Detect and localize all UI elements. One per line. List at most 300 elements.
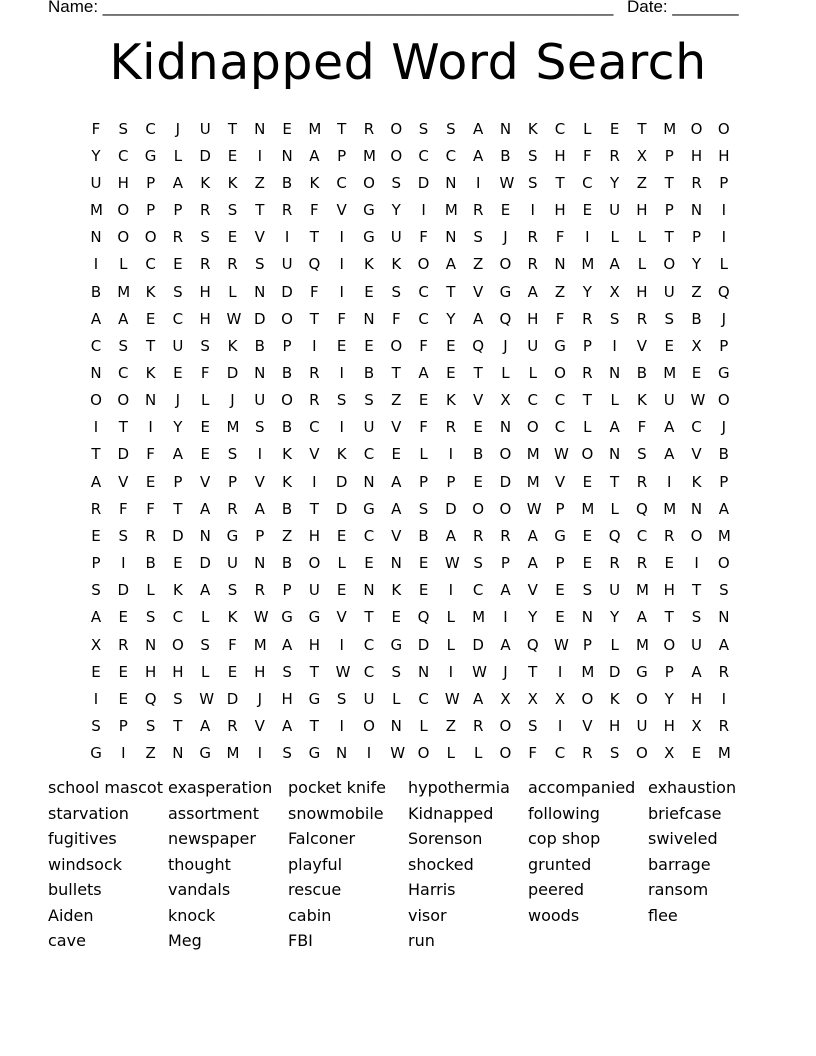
grid-letter: L [146, 581, 155, 600]
grid-letter: H [636, 201, 648, 220]
grid-letter: D [172, 526, 184, 545]
grid-letter: L [501, 363, 510, 382]
grid-letter: L [419, 445, 428, 464]
word-list-item: knock [168, 905, 216, 925]
grid-letter: K [282, 472, 292, 491]
grid-letter: I [475, 173, 481, 192]
grid-letter: G [226, 526, 239, 545]
grid-letter: O [499, 445, 512, 464]
grid-letter: R [90, 499, 102, 518]
grid-letter: N [199, 526, 211, 545]
grid-letter: L [610, 228, 619, 247]
grid-letter: A [718, 635, 729, 654]
grid-letter: L [610, 391, 619, 410]
grid-letter: K [227, 336, 238, 355]
grid-letter: R [172, 228, 184, 247]
grid-letter: S [282, 662, 292, 681]
grid-letter: E [364, 336, 374, 355]
grid-letter: Z [391, 391, 402, 410]
grid-letter: R [636, 309, 648, 328]
grid-letter: E [664, 336, 674, 355]
grid-letter: E [691, 363, 702, 382]
grid-letter: T [173, 717, 183, 736]
grid-letter: O [117, 391, 130, 410]
grid-letter: T [364, 608, 374, 627]
grid-cell [718, 631, 751, 658]
grid-letter: T [391, 363, 401, 382]
grid-letter: T [555, 173, 565, 192]
grid-letter: A [309, 146, 320, 165]
grid-letter: H [690, 689, 703, 708]
grid-letter: M [526, 445, 540, 464]
grid-letter: H [281, 689, 293, 708]
word-list-item: ransom [648, 880, 709, 899]
grid-letter: K [637, 391, 647, 410]
grid-letter: M [581, 662, 595, 681]
grid-letter: P [692, 228, 702, 247]
grid-letter: P [664, 146, 674, 165]
grid-letter: E [473, 418, 483, 437]
grid-letter: C [418, 309, 429, 328]
grid-letter: I [121, 554, 126, 573]
grid-letter: Z [281, 526, 293, 545]
grid-letter: F [310, 282, 319, 301]
grid-letter: I [694, 554, 699, 573]
grid-letter: B [636, 363, 648, 382]
grid-letter: S [473, 228, 483, 247]
grid-letter: S [336, 689, 347, 708]
grid-letter: T [582, 391, 592, 410]
grid-letter: T [309, 662, 319, 681]
grid-letter: I [448, 662, 454, 681]
grid-cell [717, 740, 751, 767]
grid-letter: T [309, 717, 319, 736]
grid-letter: B [254, 336, 265, 355]
grid-letter: W [444, 689, 460, 708]
grid-letter: W [444, 554, 460, 573]
grid-letter: I [721, 228, 727, 247]
grid-letter: L [446, 635, 456, 654]
grid-letter: S [173, 282, 183, 301]
grid-letter: P [255, 526, 265, 545]
grid-letter: W [199, 689, 215, 708]
grid-letter: S [91, 581, 101, 600]
grid-letter: H [718, 146, 730, 165]
grid-letter: U [199, 119, 211, 138]
grid-cell [718, 495, 751, 522]
grid-letter: E [555, 608, 565, 627]
grid-letter: P [719, 173, 729, 192]
grid-letter: K [227, 173, 238, 192]
grid-letter: O [554, 363, 566, 382]
grid-letter: L [201, 391, 210, 410]
grid-letter: K [336, 445, 347, 464]
grid-letter: J [257, 689, 262, 708]
grid-letter: E [145, 472, 156, 491]
word-list-item: exasperation [168, 778, 273, 797]
grid-letter: R [609, 146, 620, 165]
grid-letter: L [473, 744, 483, 763]
word-list-item: Harris [408, 880, 456, 899]
grid-letter: T [227, 119, 238, 138]
grid-letter: M [90, 201, 103, 220]
grid-letter: E [391, 608, 401, 627]
grid-letter: P [173, 201, 183, 220]
grid-letter: S [527, 717, 538, 736]
grid-letter: F [555, 309, 565, 328]
grid-letter: I [503, 608, 508, 627]
grid-letter: U [609, 201, 621, 220]
grid-letter: S [637, 445, 647, 464]
grid-letter: S [391, 662, 402, 681]
grid-letter: C [418, 146, 429, 165]
grid-letter: W [526, 499, 542, 518]
grid-letter: B [281, 499, 293, 518]
grid-letter: A [473, 119, 484, 138]
grid-letter: A [664, 445, 675, 464]
grid-letter: L [392, 689, 401, 708]
grid-letter: V [582, 717, 593, 736]
grid-letter: C [309, 418, 320, 437]
grid-letter: W [335, 662, 351, 681]
grid-letter: O [144, 228, 157, 247]
grid-letter: U [226, 554, 238, 573]
grid-letter: U [90, 173, 102, 192]
grid-letter: G [308, 744, 321, 763]
grid-letter: F [91, 119, 101, 138]
date-field-label[interactable]: Date: _______ [627, 0, 739, 16]
grid-letter: O [581, 689, 594, 708]
grid-letter: C [418, 282, 429, 301]
grid-cell [718, 359, 751, 386]
grid-letter: U [609, 581, 621, 600]
grid-letter: D [281, 282, 293, 301]
grid-letter: N [363, 581, 375, 600]
grid-letter: O [390, 119, 403, 138]
grid-letter: A [90, 472, 102, 491]
grid-letter: C [636, 526, 648, 545]
grid-letter: A [90, 608, 102, 627]
grid-letter: L [446, 744, 456, 763]
grid-letter: J [175, 391, 181, 410]
grid-letter: U [308, 581, 320, 600]
word-list-item: following [528, 803, 600, 823]
grid-letter: E [336, 526, 347, 545]
grid-letter: A [118, 309, 129, 328]
grid-letter: C [172, 309, 184, 328]
word-list-item: pocket knife [288, 778, 386, 797]
grid-letter: D [254, 309, 266, 328]
grid-letter: I [721, 689, 727, 708]
grid-letter: F [228, 635, 237, 654]
word-list-item: FBI [288, 931, 313, 950]
grid-letter: N [390, 717, 402, 736]
grid-letter: S [145, 717, 156, 736]
grid-letter: T [91, 445, 101, 464]
grid-letter: I [557, 717, 563, 736]
grid-letter: A [200, 581, 211, 600]
grid-letter: E [364, 282, 374, 301]
grid-cell [721, 305, 751, 332]
grid-letter: E [118, 608, 129, 627]
grid-letter: I [339, 228, 344, 247]
grid-letter: H [144, 662, 157, 681]
grid-letter: Q [717, 282, 730, 301]
word-list-item: playful [288, 854, 343, 874]
word-list-item: visor [408, 905, 447, 925]
grid-letter: L [637, 228, 647, 247]
grid-letter: L [583, 119, 592, 138]
grid-letter: S [200, 635, 210, 654]
grid-letter: S [255, 418, 265, 437]
grid-letter: W [253, 608, 269, 627]
grid-letter: R [145, 526, 156, 545]
grid-letter: P [582, 336, 592, 355]
grid-letter: P [555, 499, 565, 518]
grid-letter: Y [691, 255, 702, 274]
grid-letter: I [612, 336, 617, 355]
grid-letter: K [282, 445, 292, 464]
grid-letter: A [172, 445, 184, 464]
grid-letter: V [391, 526, 402, 545]
grid-letter: B [418, 526, 429, 545]
grid-letter: T [637, 119, 647, 138]
grid-letter: S [91, 717, 101, 736]
grid-letter: G [718, 363, 730, 382]
grid-letter: W [226, 309, 242, 328]
grid-letter: R [582, 363, 593, 382]
grid-letter: U [663, 282, 675, 301]
grid-letter: H [308, 526, 321, 545]
grid-letter: A [609, 255, 620, 274]
grid-letter: O [390, 336, 403, 355]
word-list-item: barrage [648, 854, 711, 874]
grid-letter: A [664, 418, 675, 437]
grid-letter: M [526, 472, 540, 491]
grid-letter: B [691, 309, 702, 328]
grid-letter: S [418, 119, 429, 138]
grid-letter: W [390, 744, 406, 763]
grid-letter: B [90, 282, 102, 301]
grid-letter: H [254, 662, 266, 681]
grid-letter: U [663, 391, 675, 410]
word-list-item: Meg [168, 931, 202, 950]
grid-letter: S [364, 391, 374, 410]
grid-letter: K [609, 689, 620, 708]
grid-letter: A [254, 499, 265, 518]
word-list-item: swiveled [648, 829, 718, 848]
grid-letter: C [418, 689, 429, 708]
grid-letter: E [200, 418, 210, 437]
grid-letter: S [173, 689, 183, 708]
grid-letter: V [254, 228, 265, 247]
grid-letter: N [554, 255, 566, 274]
grid-letter: A [281, 717, 293, 736]
grid-letter: S [609, 744, 620, 763]
grid-letter: D [472, 635, 484, 654]
grid-letter: G [90, 744, 102, 763]
grid-letter: Y [446, 309, 456, 328]
grid-letter: O [636, 744, 648, 763]
grid-letter: A [609, 418, 620, 437]
grid-letter: M [362, 146, 376, 165]
grid-letter: L [201, 662, 210, 681]
grid-letter: P [282, 581, 292, 600]
grid-letter: H [308, 635, 321, 654]
grid-letter: O [499, 499, 512, 518]
grid-letter: R [582, 744, 593, 763]
grid-letter: O [117, 201, 130, 220]
grid-letter: N [90, 363, 102, 382]
grid-letter: N [363, 472, 375, 491]
word-list-item: school mascot [48, 778, 163, 797]
word-list-item: starvation [48, 803, 129, 823]
grid-cell [717, 278, 751, 305]
grid-letter: S [691, 608, 702, 627]
grid-letter: A [200, 717, 211, 736]
grid-letter: M [717, 744, 731, 763]
grid-letter: C [118, 363, 129, 382]
grid-letter: P [282, 336, 292, 355]
grid-letter: R [309, 391, 320, 410]
grid-letter: D [117, 581, 130, 600]
grid-letter: I [93, 255, 99, 274]
grid-letter: O [717, 119, 730, 138]
grid-letter: Y [582, 282, 592, 301]
grid-cell [719, 169, 751, 196]
word-list [48, 778, 768, 957]
word-list-item: peered [528, 880, 585, 899]
grid-letter: O [581, 445, 594, 464]
grid-letter: V [254, 472, 265, 491]
grid-letter: C [445, 146, 457, 165]
grid-cell [717, 115, 751, 142]
grid-letter: V [473, 282, 484, 301]
grid-letter: Y [528, 608, 538, 627]
grid-letter: K [364, 255, 374, 274]
grid-cell [718, 142, 751, 169]
grid-letter: P [173, 472, 183, 491]
grid-letter: Q [417, 608, 430, 627]
grid-letter: W [499, 173, 515, 192]
letter-grid [90, 115, 751, 767]
grid-letter: R [718, 662, 730, 681]
grid-letter: R [527, 228, 538, 247]
grid-letter: G [308, 689, 321, 708]
grid-letter: C [691, 418, 702, 437]
grid-letter: Z [691, 282, 702, 301]
grid-letter: A [391, 499, 402, 518]
word-list-item: bullets [48, 880, 102, 899]
grid-letter: X [500, 689, 511, 708]
grid-letter: L [337, 554, 346, 573]
grid-letter: D [117, 445, 130, 464]
grid-letter: M [472, 608, 486, 627]
grid-letter: S [719, 581, 729, 600]
grid-letter: T [309, 499, 319, 518]
grid-letter: I [585, 228, 590, 247]
grid-letter: B [281, 173, 293, 192]
grid-letter: E [227, 662, 238, 681]
grid-letter: O [499, 744, 512, 763]
grid-letter: G [390, 635, 403, 654]
grid-letter: N [445, 173, 457, 192]
word-list-item: newspaper [168, 829, 256, 848]
grid-letter: X [554, 689, 566, 708]
grid-letter: D [335, 472, 348, 491]
grid-letter: N [690, 499, 703, 518]
grid-letter: U [527, 336, 539, 355]
grid-letter: P [719, 336, 729, 355]
grid-letter: H [609, 717, 621, 736]
grid-letter: S [282, 744, 292, 763]
grid-letter: N [281, 146, 293, 165]
grid-letter: G [554, 526, 566, 545]
grid-letter: R [227, 255, 238, 274]
grid-letter: O [690, 526, 703, 545]
grid-letter: X [691, 717, 702, 736]
grid-letter: L [610, 635, 619, 654]
grid-letter: A [527, 526, 538, 545]
grid-letter: H [199, 282, 211, 301]
grid-letter: X [90, 635, 102, 654]
grid-letter: U [691, 635, 703, 654]
grid-letter: W [472, 662, 487, 681]
grid-letter: A [172, 173, 184, 192]
word-list-item: exhaustion [648, 778, 737, 797]
grid-cell [717, 522, 751, 549]
grid-letter: R [664, 526, 675, 545]
grid-letter: K [145, 282, 156, 301]
grid-letter: E [418, 391, 429, 410]
grid-letter: C [363, 662, 375, 681]
grid-letter: L [119, 255, 128, 274]
grid-letter: N [445, 228, 457, 247]
grid-letter: T [173, 499, 183, 518]
grid-letter: I [530, 201, 535, 220]
grid-letter: N [690, 201, 703, 220]
grid-letter: P [446, 472, 456, 491]
grid-letter: E [446, 336, 456, 355]
grid-letter: S [227, 201, 238, 220]
grid-letter: I [339, 363, 344, 382]
grid-letter: K [691, 472, 702, 491]
word-list-item: cave [48, 931, 86, 950]
grid-letter: R [472, 717, 484, 736]
grid-letter: V [118, 472, 129, 491]
grid-letter: G [636, 662, 648, 681]
grid-letter: A [391, 472, 402, 491]
grid-letter: P [582, 635, 592, 654]
grid-letter: E [391, 445, 401, 464]
grid-letter: W [554, 445, 569, 464]
name-field-label[interactable]: Name: ______________________________________________________ [48, 0, 614, 16]
grid-letter: G [199, 744, 211, 763]
grid-letter: A [718, 499, 729, 518]
grid-letter: R [582, 309, 593, 328]
grid-letter: M [444, 201, 458, 220]
grid-letter: I [257, 744, 262, 763]
grid-letter: I [148, 418, 153, 437]
grid-letter: O [717, 554, 730, 573]
grid-letter: G [308, 608, 321, 627]
word-list-item: snowmobile [288, 803, 384, 823]
grid-letter: Z [145, 744, 156, 763]
grid-letter: S [391, 173, 402, 192]
grid-letter: O [472, 499, 485, 518]
grid-letter: G [144, 146, 157, 165]
grid-letter: G [363, 228, 375, 247]
